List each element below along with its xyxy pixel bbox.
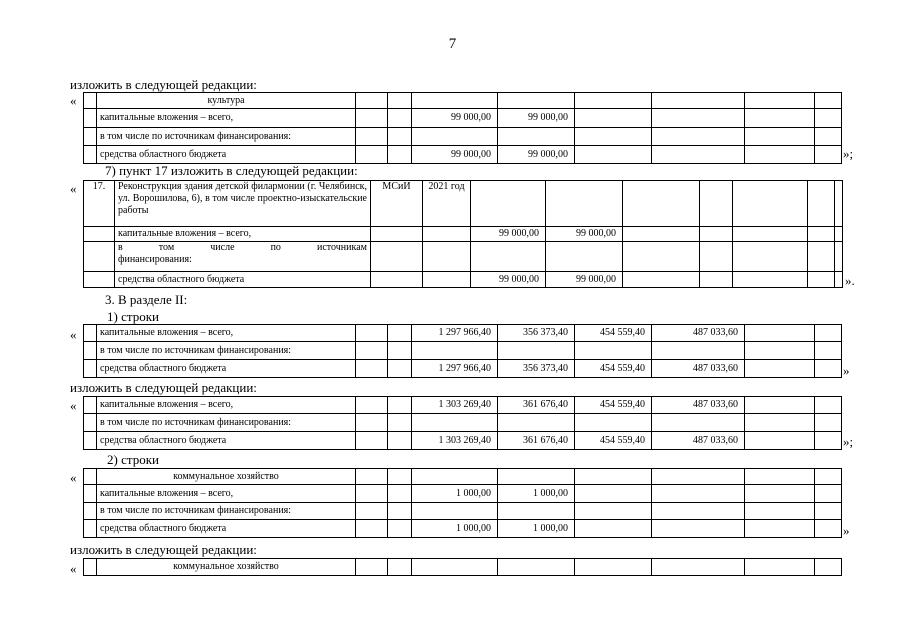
close-quote: ». <box>845 273 855 288</box>
item-year: 2021 год <box>423 181 471 227</box>
cell-value: 356 373,40 <box>498 360 575 378</box>
row-label: средства областного бюджета <box>97 520 356 538</box>
row-label <box>115 242 371 272</box>
cell-value: 99 000,00 <box>498 146 575 164</box>
cell-value: 1 000,00 <box>498 520 575 538</box>
table-section2-new <box>83 396 842 450</box>
cell-value: 487 033,60 <box>652 325 745 342</box>
table-row <box>84 325 842 342</box>
cell-value: 454 559,40 <box>575 397 652 414</box>
cell-value: 99 000,00 <box>546 227 623 242</box>
cell-value: 1 000,00 <box>498 485 575 503</box>
table-row <box>84 485 842 503</box>
cell-value: 361 676,40 <box>498 432 575 450</box>
table-row <box>84 397 842 414</box>
row-label: капитальные вложения – всего, <box>97 109 356 128</box>
table-row <box>84 414 842 432</box>
table-row <box>84 146 842 164</box>
open-quote: « <box>70 470 77 485</box>
table-row <box>84 503 842 520</box>
cell-value: 99 000,00 <box>546 272 623 288</box>
cell-value: 1 000,00 <box>412 520 498 538</box>
table-row <box>84 559 842 576</box>
cell-value: 454 559,40 <box>575 432 652 450</box>
row-label: капитальные вложения – всего, <box>115 227 371 242</box>
cell-value: 99 000,00 <box>412 109 498 128</box>
instruction-text: изложить в следующей редакции: <box>70 77 257 92</box>
cell-value: 1 297 966,40 <box>412 325 498 342</box>
open-quote: « <box>70 398 77 413</box>
table-item-17 <box>83 180 843 288</box>
section-title: коммунальное хозяйство <box>97 469 356 485</box>
row-label: капитальные вложения – всего, <box>97 397 356 414</box>
table-kommunal-old <box>83 468 842 538</box>
table-row <box>84 342 842 360</box>
row-label: в том числе по источникам финансирования: <box>97 414 356 432</box>
cell-value: 454 559,40 <box>575 325 652 342</box>
row-label: капитальные вложения – всего, <box>97 325 356 342</box>
row-label: средства областного бюджета <box>115 272 371 288</box>
item-number: 17. <box>84 181 115 227</box>
cell-value: 99 000,00 <box>471 227 546 242</box>
sub-heading: 1) строки <box>107 309 159 324</box>
instruction-text: изложить в следующей редакции: <box>70 380 257 395</box>
open-quote: « <box>70 327 77 342</box>
cell-value: 1 303 269,40 <box>412 432 498 450</box>
row-label-line: финансирования: <box>118 254 192 265</box>
row-label: средства областного бюджета <box>97 146 356 164</box>
sub-heading: 2) строки <box>107 452 159 467</box>
table-row <box>84 432 842 450</box>
table-row <box>84 272 843 288</box>
open-quote: « <box>70 93 77 108</box>
row-label: в том числе по источникам финансирования: <box>97 128 356 146</box>
cell-value: 1 303 269,40 <box>412 397 498 414</box>
table-row <box>84 109 842 128</box>
section-title: культура <box>97 93 356 109</box>
table-row <box>84 360 842 378</box>
close-quote: »; <box>843 146 854 161</box>
table-row <box>84 242 843 272</box>
cell-value: 99 000,00 <box>412 146 498 164</box>
table-row <box>84 520 842 538</box>
table-row <box>84 181 843 227</box>
table-section2-old <box>83 324 842 378</box>
cell-value: 1 000,00 <box>412 485 498 503</box>
table-kultura <box>83 92 842 164</box>
table-kommunal-new <box>83 558 842 576</box>
table-row <box>84 93 842 109</box>
cell-value: 99 000,00 <box>471 272 546 288</box>
close-quote: » <box>843 363 850 378</box>
cell-value: 1 297 966,40 <box>412 360 498 378</box>
page-number: 7 <box>448 36 457 52</box>
open-quote: « <box>70 181 77 196</box>
open-quote: « <box>70 561 77 576</box>
section-title: коммунальное хозяйство <box>97 559 356 576</box>
cell-value: 454 559,40 <box>575 360 652 378</box>
row-label: в том числе по источникам финансирования: <box>97 342 356 360</box>
cell-value: 99 000,00 <box>498 109 575 128</box>
item-org: МСиИ <box>371 181 423 227</box>
cell-value: 487 033,60 <box>652 432 745 450</box>
table-row <box>84 227 843 242</box>
instruction-text: изложить в следующей редакции: <box>70 542 257 557</box>
row-label: средства областного бюджета <box>97 432 356 450</box>
row-label-line: в том числе по источникам <box>118 242 367 253</box>
table-row <box>84 128 842 146</box>
cell-value: 356 373,40 <box>498 325 575 342</box>
cell-value: 487 033,60 <box>652 397 745 414</box>
row-label: капитальные вложения – всего, <box>97 485 356 503</box>
cell-value: 361 676,40 <box>498 397 575 414</box>
section-heading: 3. В разделе II: <box>105 292 188 307</box>
row-label: в том числе по источникам финансирования: <box>97 503 356 520</box>
cell-value: 487 033,60 <box>652 360 745 378</box>
row-label: средства областного бюджета <box>97 360 356 378</box>
instruction-text: 7) пункт 17 изложить в следующей редакции: <box>105 163 358 178</box>
table-row <box>84 469 842 485</box>
close-quote: » <box>843 523 850 538</box>
close-quote: »; <box>843 434 854 449</box>
item-name: Реконструкция здания детской филармонии (г. Челябинск, ул. Ворошилова, 6), в том числе проектно-изыскательские работы <box>115 181 371 227</box>
